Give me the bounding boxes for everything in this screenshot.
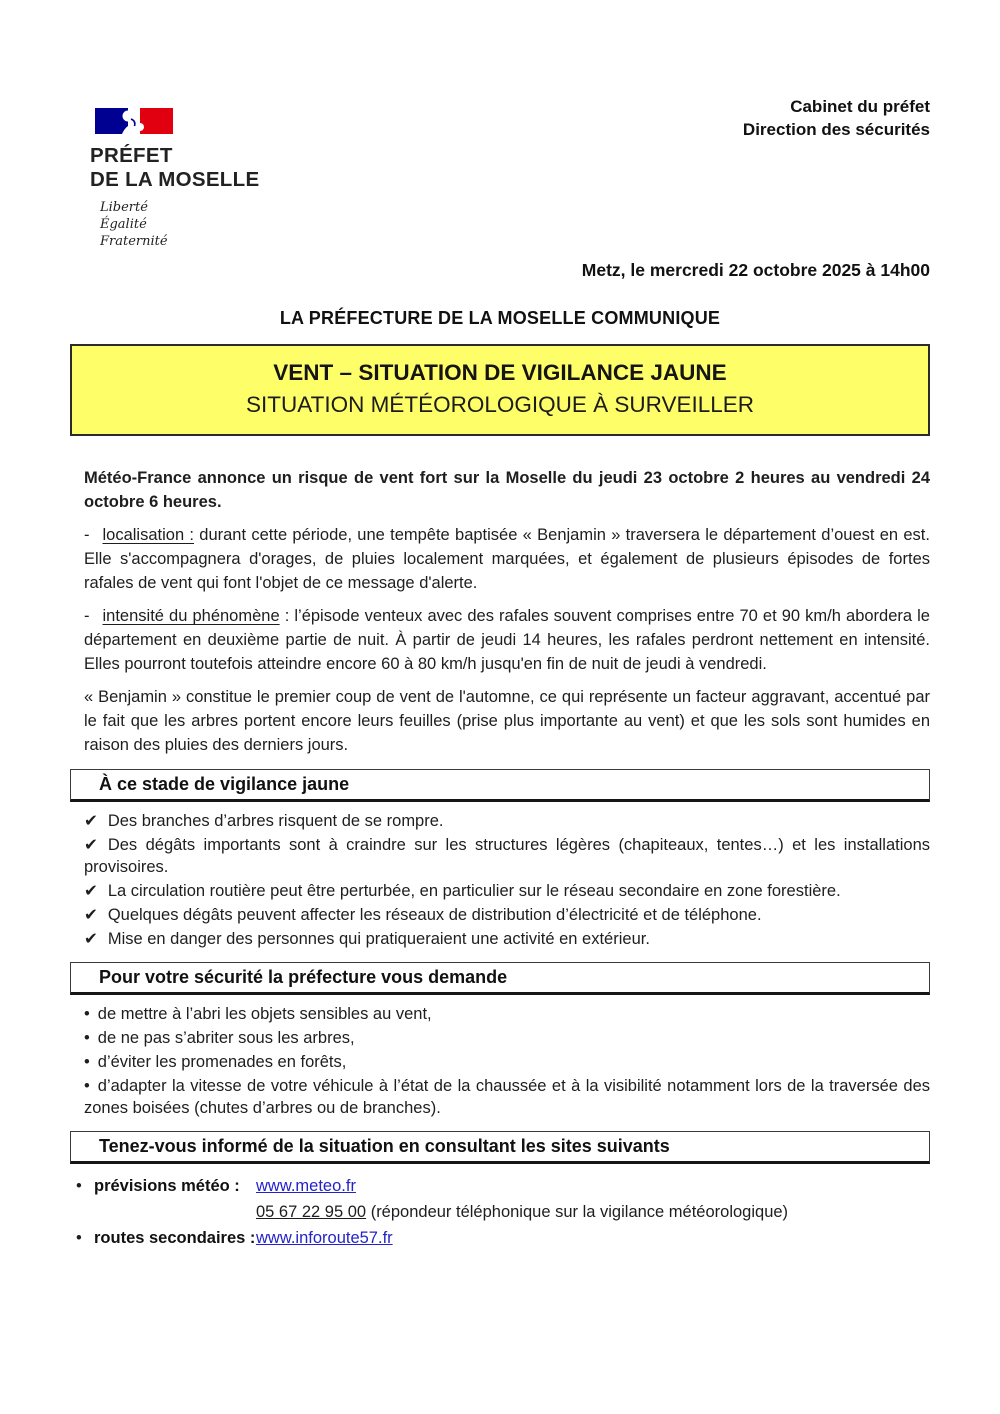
section-header-info: Tenez-vous informé de la situation en consultant les sites suivants: [70, 1131, 930, 1164]
localisation-lead: localisation :: [102, 526, 194, 544]
motto-liberte: Liberté: [100, 200, 148, 215]
bullet-icon: •: [76, 1177, 82, 1195]
logo-title-line1: PRÉFET: [90, 144, 173, 167]
motto-fraternite: Fraternité: [100, 234, 168, 249]
meteo-label: prévisions météo :: [94, 1177, 240, 1195]
communique-heading: LA PRÉFECTURE DE LA MOSELLE COMMUNIQUE: [279, 308, 721, 328]
list-item: [84, 928, 930, 950]
check-icon: ✔: [84, 882, 98, 900]
check-icon: ✔: [84, 812, 98, 830]
phone-row: [256, 1199, 930, 1225]
meteo-link[interactable]: www.meteo.fr: [256, 1177, 356, 1195]
bullet-icon: •: [84, 1053, 90, 1071]
localisation-text: durant cette période, une tempête baptisée « Benjamin » traversera le département d’ouest en est. Elle s'accompagnera d'orages, de pluies localement marquées, et également de plusieurs épisodes de fortes rafales de vent qui font l'objet de ce message d'alerte.: [84, 526, 930, 592]
french-flag-icon: [95, 108, 173, 135]
list-item: [84, 1075, 930, 1119]
motto-egalite: Égalité: [100, 217, 147, 232]
list-item-text: Quelques dégâts peuvent affecter les réseaux de distribution d’électricité et de téléphone.: [107, 906, 762, 924]
office-line2: Direction des sécurités: [742, 120, 930, 139]
office-line1: Cabinet du préfet: [790, 97, 930, 116]
phone-note: (répondeur téléphonique sur la vigilance météorologique): [366, 1203, 789, 1221]
localisation-paragraph: [84, 523, 930, 595]
prefecture-logo: [90, 108, 259, 250]
list-item-text: de ne pas s’abriter sous les arbres,: [97, 1029, 355, 1047]
bullet-icon: •: [84, 1077, 90, 1095]
issuing-office: [743, 95, 930, 141]
list-item-text: de mettre à l’abri les objets sensibles au vent,: [97, 1005, 432, 1023]
logo-title: [90, 144, 259, 192]
info-links: [76, 1173, 930, 1251]
dateline: Metz, le mercredi 22 octobre 2025 à 14h00: [581, 260, 930, 280]
phone-number: 05 67 22 95 00: [256, 1203, 367, 1221]
security-list: [84, 1003, 930, 1119]
bullet-icon: •: [84, 1029, 90, 1047]
check-icon: ✔: [84, 836, 98, 854]
intensite-lead: intensité du phénomène: [102, 607, 280, 625]
intensite-text: : l’épisode venteux avec des rafales souvent comprises entre 70 et 90 km/h abordera le département en deuxième partie de nuit. À partir de jeudi 14 heures, les rafales perdront nettement en intensité. Elles pourront toutefois atteindre encore 60 à 80 km/h jusqu'en fin de nuit de jeudi à vendredi.: [84, 607, 930, 673]
list-item: [84, 880, 930, 902]
list-item-text: La circulation routière peut être perturbée, en particulier sur le réseau secondaire en zone forestière.: [107, 882, 841, 900]
vigilance-banner: [70, 344, 930, 436]
list-item: [84, 1003, 930, 1025]
body-text: [84, 466, 930, 757]
bullet-icon: •: [84, 1005, 90, 1023]
page-header: [70, 95, 930, 250]
check-icon: ✔: [84, 906, 98, 924]
list-item-text: Mise en danger des personnes qui pratiqueraient une activité en extérieur.: [107, 930, 650, 948]
meteo-link-cell: [256, 1173, 930, 1199]
routes-label: routes secondaires :: [94, 1229, 256, 1247]
inforoute-link[interactable]: www.inforoute57.fr: [256, 1229, 393, 1247]
intro-paragraph: Météo-France annonce un risque de vent fort sur la Moselle du jeudi 23 octobre 2 heures au vendredi 24 octobre 6 heures.: [84, 469, 930, 511]
list-item: [84, 810, 930, 832]
routes-link-cell: [256, 1225, 930, 1251]
list-item: [84, 1027, 930, 1049]
section-header-vigilance: À ce stade de vigilance jaune: [70, 769, 930, 802]
section-header-security: Pour votre sécurité la préfecture vous demande: [70, 962, 930, 995]
list-item-text: d’adapter la vitesse de votre véhicule à l’état de la chaussée et à la visibilité notamment lors de la traversée des zones boisées (chutes d’arbres ou de branches).: [84, 1077, 930, 1117]
check-icon: ✔: [84, 930, 98, 948]
bullet-icon: •: [76, 1229, 82, 1247]
intensite-paragraph: [84, 604, 930, 676]
list-item-text: Des dégâts importants sont à craindre sur les structures légères (chapiteaux, tentes…) et les installations provisoires.: [84, 836, 930, 876]
list-item: [84, 1051, 930, 1073]
dash-marker: -: [84, 526, 90, 544]
list-item: [84, 904, 930, 926]
list-item: [84, 834, 930, 878]
banner-subtitle: SITUATION MÉTÉOROLOGIQUE À SURVEILLER: [245, 392, 755, 417]
list-item-text: d’éviter les promenades en forêts,: [97, 1053, 347, 1071]
context-paragraph: « Benjamin » constitue le premier coup de vent de l'automne, ce qui représente un facteur aggravant, accentué par le fait que les arbres portent encore leurs feuilles (prise plus importante au vent) et que les sols sont humides en raison des pluies des derniers jours.: [84, 688, 930, 754]
vigilance-list: [84, 810, 930, 950]
banner-title: VENT – SITUATION DE VIGILANCE JAUNE: [273, 360, 727, 385]
dash-marker: -: [84, 607, 90, 625]
logo-title-line2: DE LA MOSELLE: [90, 168, 260, 191]
list-item-text: Des branches d’arbres risquent de se rompre.: [107, 812, 444, 830]
logo-motto: [90, 199, 259, 250]
